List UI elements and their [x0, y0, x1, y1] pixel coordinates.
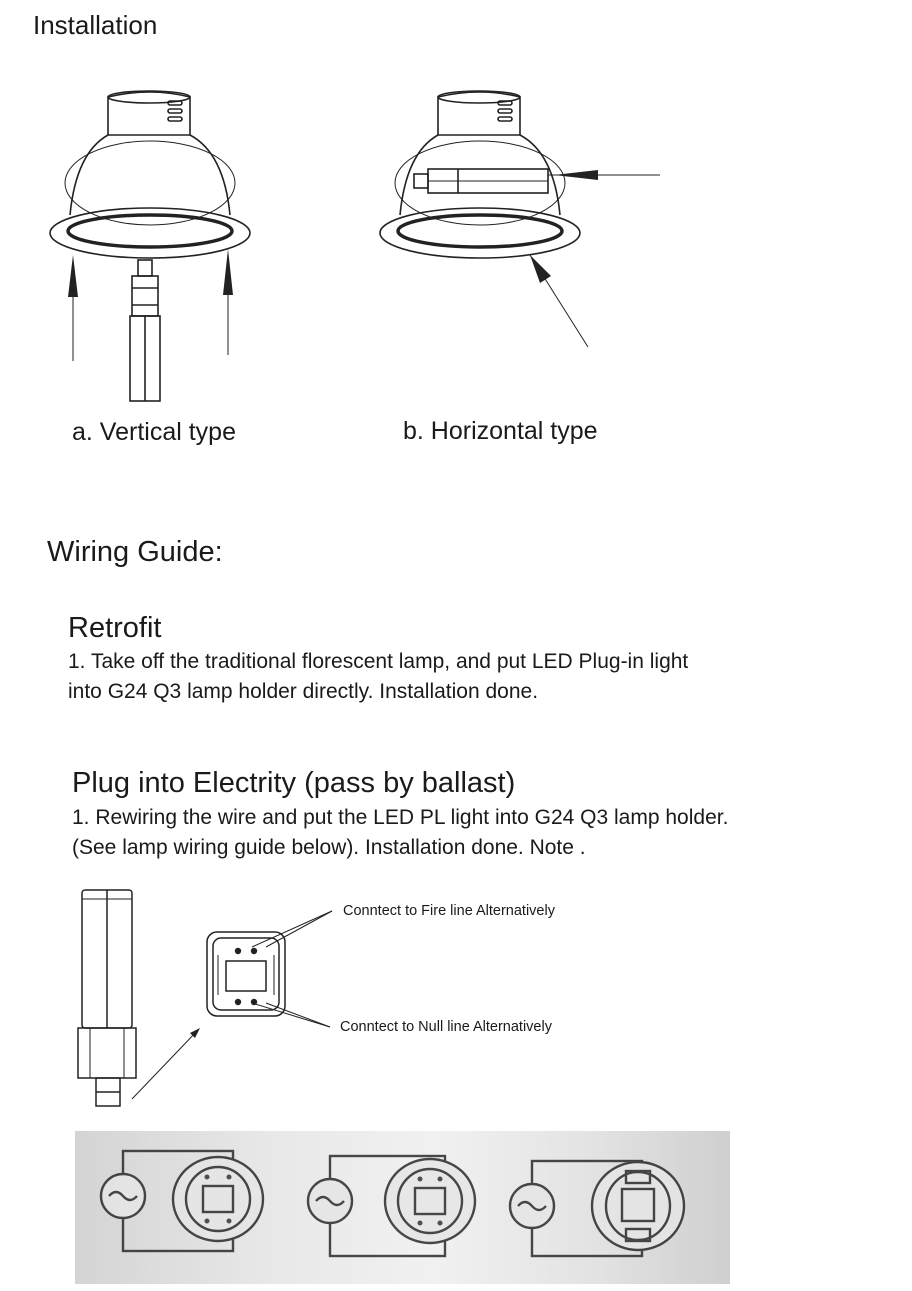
retrofit-line-1: 1. Take off the traditional florescent lamp, and put LED Plug-in light: [68, 650, 689, 673]
plug-line-1: 1. Rewiring the wire and put the LED PL light into G24 Q3 lamp holder.: [72, 806, 729, 829]
vertical-type-illustration: [40, 85, 270, 415]
wiring-variants-photo: [75, 1131, 730, 1284]
retrofit-line-2: into G24 Q3 lamp holder directly. Installation done.: [68, 680, 539, 703]
horizontal-type-illustration: [370, 85, 670, 355]
null-line-label: Conntect to Null line Alternatively: [340, 1019, 552, 1035]
fire-line-label: Conntect to Fire line Alternatively: [343, 903, 555, 919]
retrofit-heading: Retrofit: [68, 612, 162, 644]
plug-line-2: (See lamp wiring guide below). Installation done. Note .: [72, 836, 586, 859]
caption-horizontal-type: b. Horizontal type: [403, 417, 598, 445]
wiring-guide-title: Wiring Guide:: [47, 536, 223, 568]
wiring-variants-drawing: [75, 1131, 730, 1284]
caption-vertical-type: a. Vertical type: [72, 418, 236, 446]
plug-heading: Plug into Electrity (pass by ballast): [72, 767, 516, 799]
lamp-socket-diagram: [60, 885, 620, 1120]
installation-title: Installation: [33, 10, 158, 40]
